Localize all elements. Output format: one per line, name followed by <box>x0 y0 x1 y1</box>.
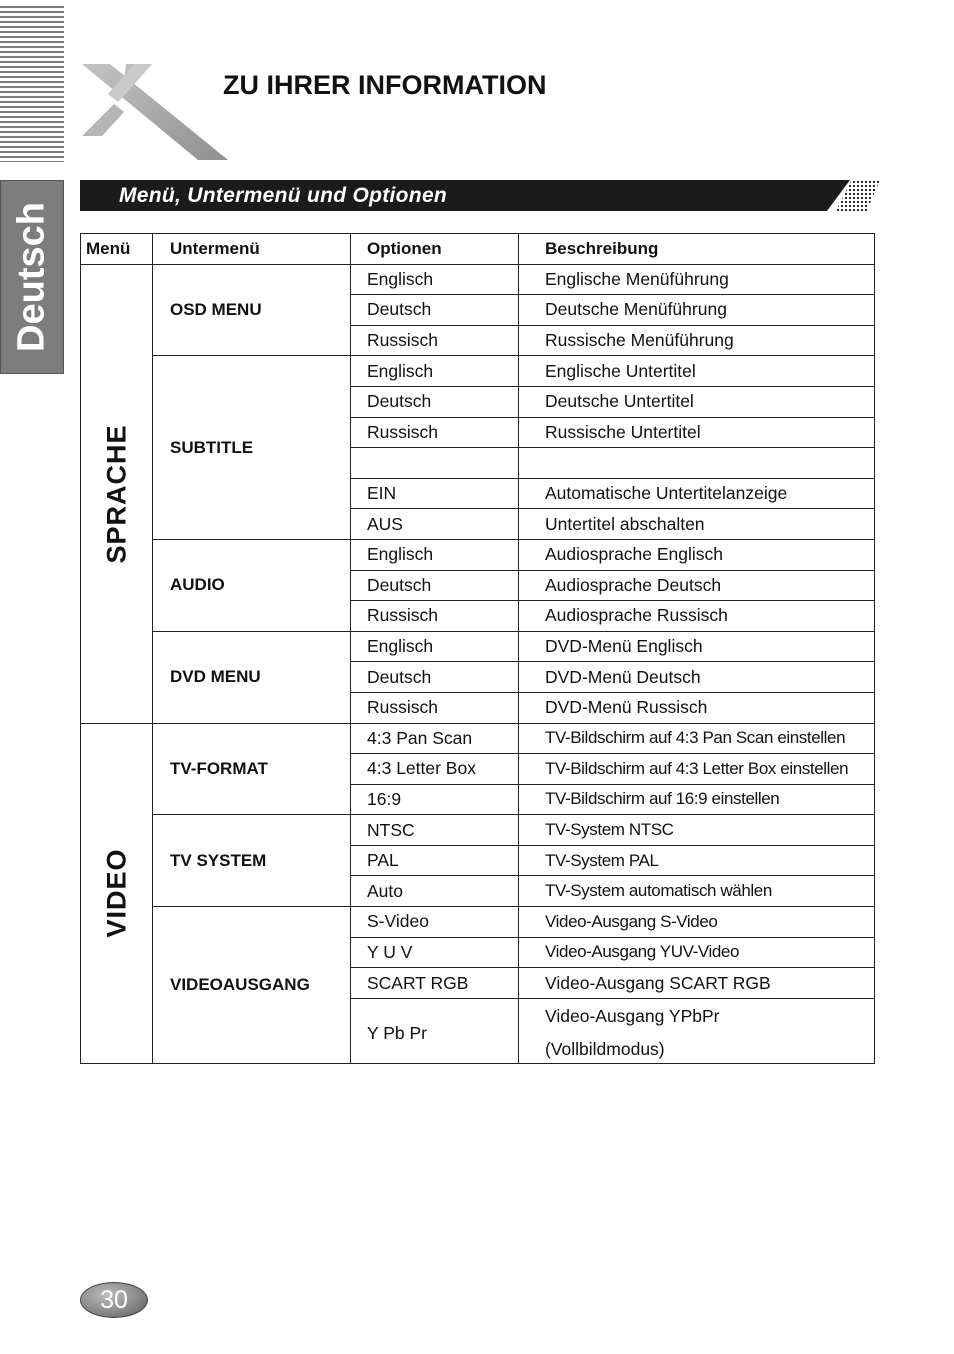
option-cell: Deutsch <box>351 386 519 417</box>
submenu-cell: VIDEOAUSGANG <box>153 907 351 1064</box>
option-cell: Russisch <box>351 325 519 356</box>
menu-label: SPRACHE <box>101 424 131 564</box>
submenu-cell: OSD MENU <box>153 264 351 356</box>
option-cell: Y U V <box>351 937 519 968</box>
option-cell: Englisch <box>351 539 519 570</box>
option-cell: 4:3 Pan Scan <box>351 723 519 754</box>
description-cell: TV-System automatisch wählen <box>519 876 875 907</box>
description-cell: Audiosprache Deutsch <box>519 570 875 601</box>
option-cell <box>351 448 519 479</box>
option-cell: Englisch <box>351 264 519 295</box>
description-cell: Video-Ausgang YUV-Video <box>519 937 875 968</box>
option-cell: EIN <box>351 478 519 509</box>
page-number: 30 <box>100 1286 128 1314</box>
column-header-submenu: Untermenü <box>153 234 351 265</box>
option-cell: Englisch <box>351 356 519 387</box>
description-cell: Russische Menüführung <box>519 325 875 356</box>
option-cell: S-Video <box>351 907 519 938</box>
description-cell: Englische Menüführung <box>519 264 875 295</box>
submenu-cell: TV SYSTEM <box>153 815 351 907</box>
description-cell: DVD-Menü Russisch <box>519 692 875 723</box>
option-cell: Deutsch <box>351 570 519 601</box>
option-cell: SCART RGB <box>351 968 519 999</box>
description-cell: TV-Bildschirm auf 4:3 Pan Scan einstellen <box>519 723 875 754</box>
menu-options-table <box>80 233 875 1064</box>
table-row <box>81 723 875 754</box>
menu-cell-video <box>81 723 153 1063</box>
description-line-2: (Vollbildmodus) <box>545 1039 665 1060</box>
description-cell <box>519 998 875 1063</box>
description-cell <box>519 448 875 479</box>
option-cell: Y Pb Pr <box>351 998 519 1063</box>
section-title: Menü, Untermenü und Optionen <box>119 184 448 207</box>
option-cell: AUS <box>351 509 519 540</box>
table-header-row <box>81 234 875 265</box>
description-cell: Russische Untertitel <box>519 417 875 448</box>
language-tab-label: Deutsch <box>10 202 53 352</box>
page-number-badge <box>80 1282 148 1318</box>
description-cell: Automatische Untertitelanzeige <box>519 478 875 509</box>
description-cell: Video-Ausgang SCART RGB <box>519 968 875 999</box>
description-cell: Deutsche Untertitel <box>519 386 875 417</box>
x-logo <box>78 60 228 164</box>
option-cell: Englisch <box>351 631 519 662</box>
option-cell: Russisch <box>351 417 519 448</box>
description-line-1: Video-Ausgang YPbPr <box>545 1006 720 1027</box>
option-cell: 4:3 Letter Box <box>351 754 519 785</box>
option-cell: Auto <box>351 876 519 907</box>
description-cell: Video-Ausgang S-Video <box>519 907 875 938</box>
menu-cell-sprache <box>81 264 153 723</box>
option-cell: Russisch <box>351 601 519 632</box>
option-cell: Deutsch <box>351 295 519 326</box>
option-cell: NTSC <box>351 815 519 846</box>
column-header-options: Optionen <box>351 234 519 265</box>
submenu-cell: SUBTITLE <box>153 356 351 540</box>
option-cell: Deutsch <box>351 662 519 693</box>
option-cell: PAL <box>351 845 519 876</box>
page-title: ZU IHRER INFORMATION <box>223 70 547 100</box>
description-cell: Audiosprache Englisch <box>519 539 875 570</box>
table-row <box>81 539 875 570</box>
table-row <box>81 356 875 387</box>
description-cell: TV-System PAL <box>519 845 875 876</box>
column-header-menu: Menü <box>81 234 153 265</box>
description-cell: Englische Untertitel <box>519 356 875 387</box>
submenu-cell: AUDIO <box>153 539 351 631</box>
description-cell: TV-Bildschirm auf 4:3 Letter Box einstellen <box>519 754 875 785</box>
description-cell: TV-System NTSC <box>519 815 875 846</box>
submenu-cell: DVD MENU <box>153 631 351 723</box>
language-tab <box>0 180 64 374</box>
description-cell: Untertitel abschalten <box>519 509 875 540</box>
table-row <box>81 631 875 662</box>
table-row <box>81 907 875 938</box>
option-cell: 16:9 <box>351 784 519 815</box>
description-cell: Audiosprache Russisch <box>519 601 875 632</box>
description-cell: Deutsche Menüführung <box>519 295 875 326</box>
column-header-description: Beschreibung <box>519 234 875 265</box>
submenu-cell: TV-FORMAT <box>153 723 351 815</box>
menu-label: VIDEO <box>101 848 131 938</box>
table-row <box>81 264 875 295</box>
decorative-stripes <box>0 6 64 162</box>
description-cell: DVD-Menü Englisch <box>519 631 875 662</box>
table-row <box>81 815 875 846</box>
description-cell: TV-Bildschirm auf 16:9 einstellen <box>519 784 875 815</box>
description-cell: DVD-Menü Deutsch <box>519 662 875 693</box>
option-cell: Russisch <box>351 692 519 723</box>
